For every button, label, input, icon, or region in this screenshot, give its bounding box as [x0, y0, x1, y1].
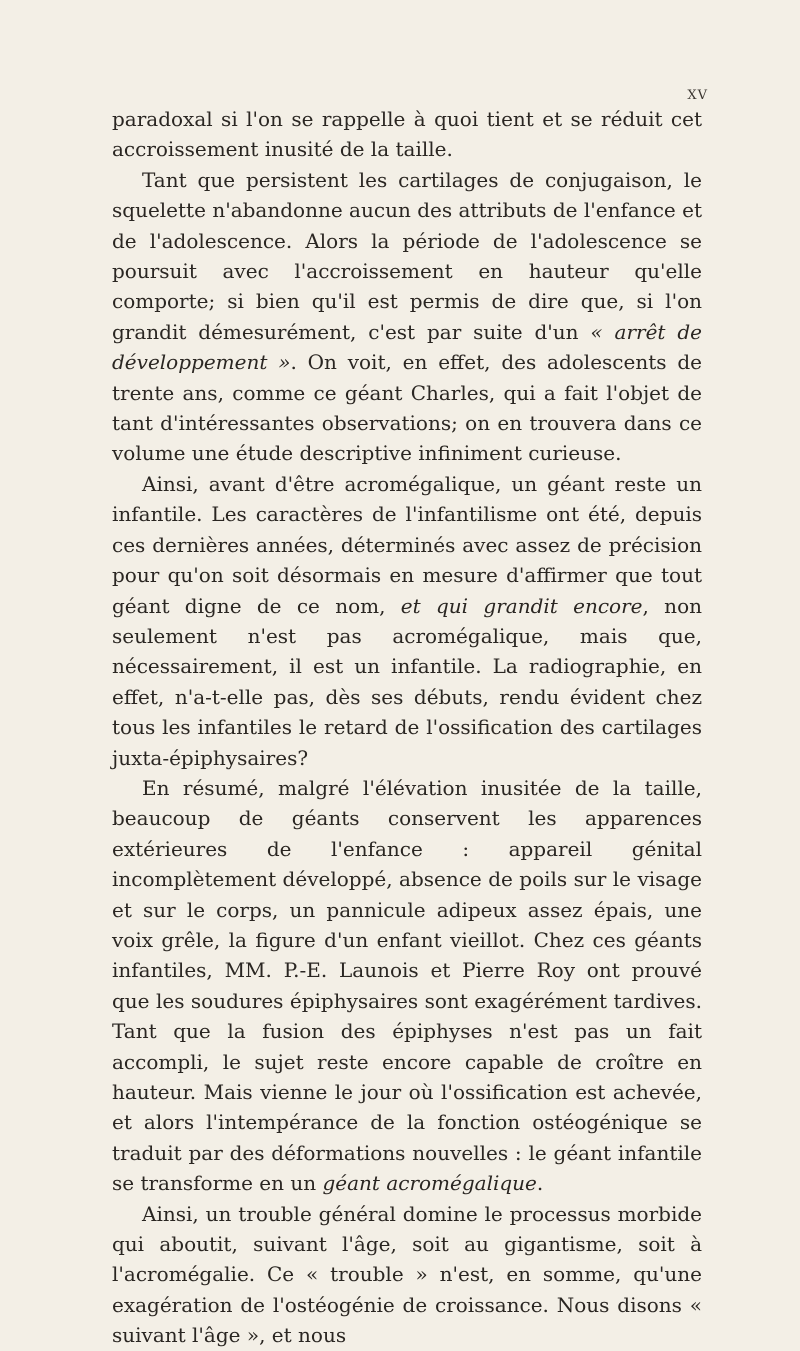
- italic-phrase: « arrêt de développement »: [112, 319, 702, 375]
- paragraph-3: Ainsi, avant d'être acromégalique, un géant reste un infantile. Les caractères de l'infantilisme ont été, depuis ces dernières années, déterminés avec assez de précision pour qu'on soit désormais en mesure d'affirmer que tout géant digne de ce nom, et qui grandit encore, non seulement n'est pas acromégalique, mais que, nécessairement, il est un infantile. La radiographie, en effet, n'a-t-elle pas, dès ses débuts, rendu évident chez tous les infantiles le retard de l'ossification des cartilages juxta-épiphysaires?: [112, 471, 702, 770]
- paragraph-1: paradoxal si l'on se rappelle à quoi tient et se réduit cet accroissement inusité de la taille.: [112, 107, 702, 162]
- italic-phrase: et qui grandit encore: [400, 593, 643, 618]
- paragraph-2: Tant que persistent les cartilages de conjugaison, le squelette n'abandonne aucun des attributs de l'enfance et de l'adolescence. Alors la période de l'adolescence se poursuit avec l'accroissement en hauteur qu'elle comporte; si bien qu'il est permis de dire que, si l'on grandit démesurément, c'est par suite d'un « arrêt de développement ». On voit, en effet, des adolescents de trente ans, comme ce géant Charles, qui a fait l'objet de tant d'intéressantes observations; on en trouvera dans ce volume une étude descriptive infiniment curieuse.: [112, 167, 702, 466]
- page-number: XV: [687, 88, 708, 103]
- italic-phrase: géant acromégalique: [322, 1171, 537, 1196]
- body-text: [112, 104, 702, 1351]
- paragraph-5: Ainsi, un trouble général domine le processus morbide qui aboutit, suivant l'âge, soit au gigantisme, soit à l'acromégalie. Ce « trouble » n'est, en somme, qu'une exagération de l'ostéogénie de croissance. Nous disons « suivant l'âge », et nous: [112, 1201, 702, 1348]
- paragraph-4: En résumé, malgré l'élévation inusitée de la taille, beaucoup de géants conservent les apparences extérieures de l'enfance : appareil génital incomplètement développé, absence de poils sur le visage et sur le corps, un pannicule adipeux assez épais, une voix grêle, la figure d'un enfant vieillot. Chez ces géants infantiles, MM. P.-E. Launois et Pierre Roy ont prouvé que les soudures épiphysaires sont exagérément tardives. Tant que la fusion des épiphyses n'est pas un fait accompli, le sujet reste encore capable de croître en hauteur. Mais vienne le jour où l'ossification est achevée, et alors l'intempérance de la fonction ostéogénique se traduit par des déformations nouvelles : le géant infantile se transforme en un géant acromégalique.: [112, 775, 702, 1196]
